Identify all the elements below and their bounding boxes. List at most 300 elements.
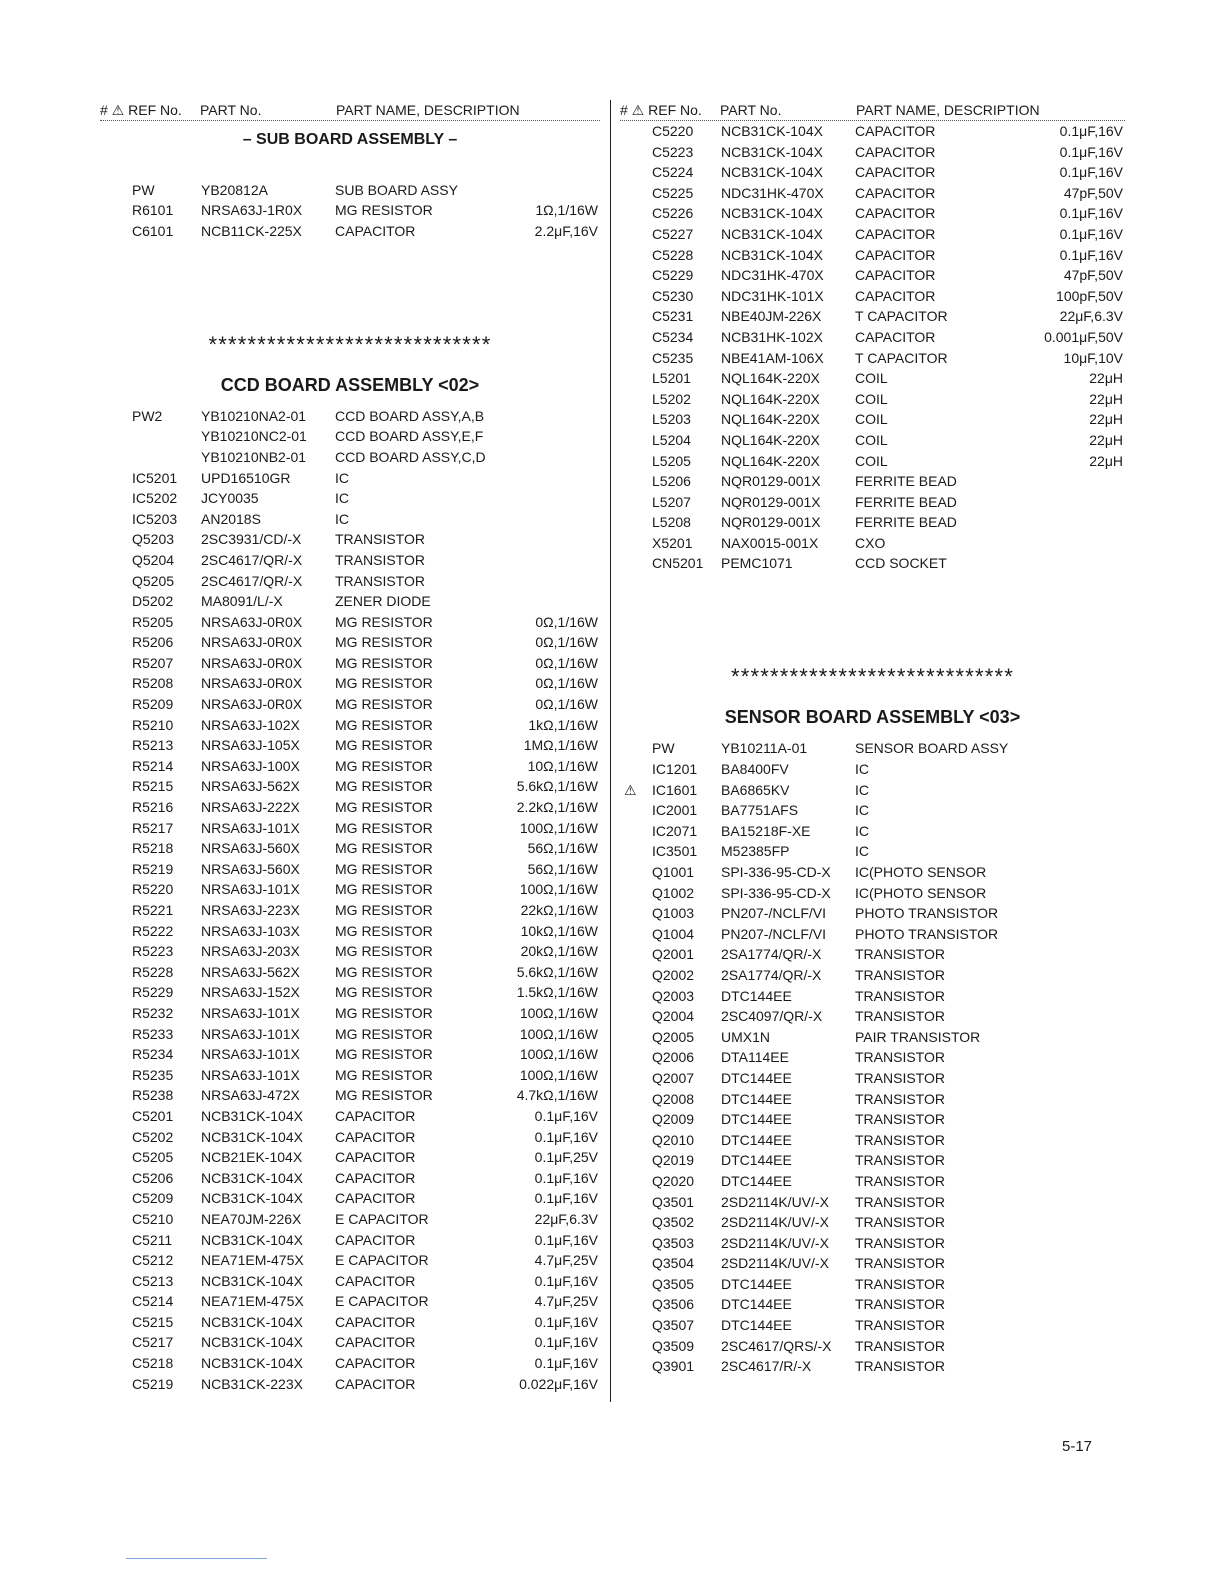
part-row — [100, 715, 600, 736]
part-no: NCB31CK-104X — [201, 1334, 303, 1351]
right-column — [620, 100, 1125, 1377]
part-no: 2SD2114K/UV/-X — [721, 1193, 829, 1210]
ref-no: IC1601 — [652, 781, 698, 798]
part-name: MG RESISTOR — [335, 737, 433, 754]
part-no: NRSA63J-103X — [201, 922, 300, 939]
part-no: NBE41AM-106X — [721, 349, 824, 366]
ref-no: Q2008 — [652, 1090, 695, 1107]
footer-rule — [126, 1558, 267, 1559]
part-value: 10Ω,1/16W — [527, 757, 598, 774]
part-row — [100, 1209, 600, 1230]
ref-no: Q2006 — [652, 1049, 695, 1066]
part-no: NCB31CK-104X — [201, 1272, 303, 1289]
section-separator-stars: ***************************** — [208, 331, 492, 357]
part-name: CCD BOARD ASSY,E,F — [335, 428, 484, 445]
part-no: NRSA63J-222X — [201, 799, 300, 816]
ref-no: C5228 — [652, 246, 694, 263]
part-name: IC — [855, 761, 869, 778]
part-no: NCB31CK-104X — [721, 225, 823, 242]
part-name: TRANSISTOR — [855, 1049, 945, 1066]
part-row — [100, 941, 600, 962]
part-row — [100, 879, 600, 900]
part-name: COIL — [855, 370, 888, 387]
part-row — [620, 533, 1125, 554]
part-row — [620, 986, 1125, 1007]
part-value: 100Ω,1/16W — [519, 881, 598, 898]
part-no: UMX1N — [721, 1028, 771, 1045]
part-name: E CAPACITOR — [335, 1210, 429, 1227]
sensor-board-list — [620, 738, 1125, 1376]
part-row — [100, 1106, 600, 1127]
part-row — [620, 409, 1125, 430]
ref-no: C5226 — [652, 205, 694, 222]
ref-no: C5225 — [652, 184, 694, 201]
part-no: DTC144EE — [721, 1296, 792, 1313]
part-row — [620, 162, 1125, 183]
part-row — [100, 1332, 600, 1353]
ccd-board-title: CCD BOARD ASSEMBLY <02> — [220, 374, 480, 395]
ref-no: R5238 — [132, 1087, 174, 1104]
part-value: 0Ω,1/16W — [535, 696, 598, 713]
part-name: FERRITE BEAD — [855, 514, 957, 531]
ref-no: IC3501 — [652, 843, 698, 860]
part-name: CAPACITOR — [335, 1334, 416, 1351]
part-no: NCB31CK-104X — [201, 1231, 303, 1248]
ref-no: Q2019 — [652, 1152, 695, 1169]
part-value: 0.001μF,50V — [1044, 328, 1123, 345]
part-name: PAIR TRANSISTOR — [855, 1028, 981, 1045]
part-value: 0.1μF,16V — [1059, 225, 1123, 242]
ref-no: R5208 — [132, 675, 174, 692]
part-name: TRANSISTOR — [335, 531, 425, 548]
part-no: DTC144EE — [721, 1111, 792, 1128]
ref-no: Q2002 — [652, 966, 695, 983]
part-no: BA8400FV — [721, 761, 789, 778]
ref-no: Q2009 — [652, 1111, 695, 1128]
part-value: 0.1μF,16V — [534, 1190, 598, 1207]
right-header — [620, 100, 1125, 121]
part-name: SUB BOARD ASSY — [335, 181, 458, 198]
part-value: 0.1μF,16V — [534, 1272, 598, 1289]
ref-no: Q2005 — [652, 1028, 695, 1045]
part-no: NBE40JM-226X — [721, 308, 822, 325]
part-name: TRANSISTOR — [855, 946, 945, 963]
part-name: CAPACITOR — [855, 267, 936, 284]
part-row — [100, 1374, 600, 1395]
part-no: NQR0129-001X — [721, 493, 821, 510]
ref-no: C5219 — [132, 1375, 174, 1392]
part-name: MG RESISTOR — [335, 716, 433, 733]
ref-no: R5214 — [132, 757, 174, 774]
part-no: NRSA63J-0R0X — [201, 634, 303, 651]
part-row — [620, 327, 1125, 348]
part-no: NCB31CK-104X — [721, 123, 823, 139]
ref-no: IC2001 — [652, 802, 698, 819]
part-no: NRSA63J-101X — [201, 881, 300, 898]
ref-no: Q2004 — [652, 1008, 695, 1025]
part-no: NQR0129-001X — [721, 514, 821, 531]
ref-no: R5229 — [132, 984, 174, 1001]
ref-no: R5234 — [132, 1046, 174, 1063]
part-row — [100, 529, 600, 550]
ref-no: R5233 — [132, 1025, 174, 1042]
part-no: NQL164K-220X — [721, 411, 820, 428]
ref-no: IC1201 — [652, 761, 698, 778]
part-row — [620, 1047, 1125, 1068]
part-value: 47pF,50V — [1063, 267, 1123, 284]
part-name: TRANSISTOR — [855, 1214, 945, 1231]
part-row — [620, 780, 1125, 801]
part-row — [100, 591, 600, 612]
part-row — [100, 1024, 600, 1045]
part-name: CAPACITOR — [335, 1107, 416, 1124]
part-value: 100Ω,1/16W — [519, 1025, 598, 1042]
part-no: NRSA63J-101X — [201, 1066, 300, 1083]
part-row — [100, 1127, 600, 1148]
ref-no: L5206 — [652, 473, 691, 490]
part-name: MG RESISTOR — [335, 860, 433, 877]
part-value: 56Ω,1/16W — [527, 860, 598, 877]
ref-no: R5223 — [132, 943, 174, 960]
ref-no: IC2071 — [652, 822, 698, 839]
part-name: MG RESISTOR — [335, 902, 433, 918]
header-part-name: PART NAME, DESCRIPTION — [336, 102, 520, 118]
header-part-no: PART No. — [720, 102, 782, 118]
ref-no: Q2001 — [652, 946, 695, 963]
ref-no: L5204 — [652, 431, 691, 448]
part-name: CAPACITOR — [855, 205, 936, 222]
part-row — [100, 1250, 600, 1271]
ref-no: R5235 — [132, 1066, 174, 1083]
part-value: 20kΩ,1/16W — [520, 943, 598, 960]
ref-no: Q2020 — [652, 1172, 695, 1189]
part-row — [620, 1233, 1125, 1254]
part-value: 0.1μF,16V — [1059, 164, 1123, 181]
part-no: NCB31CK-104X — [201, 1128, 303, 1145]
part-no: YB20812A — [201, 181, 268, 198]
ref-no: R5228 — [132, 963, 174, 980]
part-name: CAPACITOR — [855, 328, 936, 345]
part-name: TRANSISTOR — [855, 1358, 945, 1375]
part-row — [100, 921, 600, 942]
part-row — [620, 965, 1125, 986]
part-no: NRSA63J-100X — [201, 757, 300, 774]
part-name: IC(PHOTO SENSOR — [855, 884, 987, 901]
part-row — [620, 512, 1125, 533]
part-no: 2SC3931/CD/-X — [201, 531, 302, 548]
ref-no: R5205 — [132, 613, 174, 630]
part-name: MG RESISTOR — [335, 634, 433, 651]
part-name: MG RESISTOR — [335, 1066, 433, 1083]
part-name: CCD BOARD ASSY,A,B — [335, 407, 485, 424]
ref-no: Q5204 — [132, 551, 175, 568]
ref-no: X5201 — [652, 534, 693, 551]
part-no: NRSA63J-0R0X — [201, 613, 303, 630]
part-no: NRSA63J-562X — [201, 963, 300, 980]
part-row — [620, 1336, 1125, 1357]
ref-no: C5202 — [132, 1128, 174, 1145]
part-name: MG RESISTOR — [335, 654, 433, 671]
part-name: CCD BOARD ASSY,C,D — [335, 448, 486, 465]
part-no: NCB11CK-225X — [201, 222, 302, 239]
part-row — [100, 1044, 600, 1065]
ref-no: PW — [132, 181, 155, 198]
part-name: MG RESISTOR — [335, 881, 433, 898]
part-no: NRSA63J-152X — [201, 984, 300, 1001]
ccd-board-list-right — [620, 121, 1125, 574]
header-part-name: PART NAME, DESCRIPTION — [856, 102, 1040, 118]
part-row — [620, 800, 1125, 821]
part-value: 1Ω,1/16W — [535, 202, 598, 219]
part-no: DTC144EE — [721, 1275, 792, 1292]
ref-no: C5218 — [132, 1355, 174, 1372]
part-value: 0.1μF,16V — [1059, 246, 1123, 263]
ref-no: PW2 — [132, 407, 163, 424]
part-name: COIL — [855, 390, 888, 407]
part-name: CAPACITOR — [855, 143, 936, 160]
part-no: DTC144EE — [721, 1131, 792, 1148]
ref-no: C5209 — [132, 1190, 174, 1207]
part-no: YB10211A-01 — [721, 740, 808, 757]
part-value: 4.7μF,25V — [534, 1252, 598, 1269]
part-no: NQL164K-220X — [721, 452, 820, 469]
part-value: 0Ω,1/16W — [535, 654, 598, 671]
ref-no: Q2003 — [652, 987, 695, 1004]
part-name: SENSOR BOARD ASSY — [855, 740, 1009, 757]
part-no: AN2018S — [201, 510, 261, 527]
part-name: FERRITE BEAD — [855, 493, 957, 510]
part-no: NRSA63J-101X — [201, 819, 300, 836]
part-row — [100, 447, 600, 468]
part-name: TRANSISTOR — [855, 966, 945, 983]
part-name: MG RESISTOR — [335, 943, 433, 960]
part-row — [100, 694, 600, 715]
ref-no: PW — [652, 740, 675, 757]
part-row — [620, 841, 1125, 862]
part-value: 56Ω,1/16W — [527, 840, 598, 857]
part-name: CAPACITOR — [335, 1313, 416, 1330]
ref-no: R5209 — [132, 696, 174, 713]
part-no: NCB21EK-104X — [201, 1149, 303, 1166]
part-row — [100, 982, 600, 1003]
part-no: NRSA63J-223X — [201, 902, 300, 918]
part-no: NCB31CK-104X — [201, 1107, 303, 1124]
part-row — [620, 224, 1125, 245]
part-row — [100, 818, 600, 839]
part-no: NRSA63J-0R0X — [201, 654, 303, 671]
part-row — [100, 1230, 600, 1251]
part-row — [620, 862, 1125, 883]
part-no: 2SA1774/QR/-X — [721, 966, 822, 983]
part-value: 1MΩ,1/16W — [523, 737, 598, 754]
part-name: IC — [855, 781, 869, 798]
part-row — [100, 797, 600, 818]
part-name: COIL — [855, 431, 888, 448]
part-name: MG RESISTOR — [335, 963, 433, 980]
ref-no: R5207 — [132, 654, 174, 671]
part-name: CAPACITOR — [335, 1375, 416, 1392]
part-value: 22μH — [1089, 452, 1123, 469]
part-name: MG RESISTOR — [335, 675, 433, 692]
part-value: 0.1μF,16V — [534, 1355, 598, 1372]
part-value: 0Ω,1/16W — [535, 634, 598, 651]
ref-no: C5234 — [652, 328, 694, 345]
part-row — [100, 1003, 600, 1024]
part-name: IC — [335, 490, 349, 507]
part-row — [620, 265, 1125, 286]
part-name: TRANSISTOR — [855, 1008, 945, 1025]
part-no: NCB31CK-104X — [201, 1169, 303, 1186]
part-value: 0.1μF,16V — [534, 1128, 598, 1145]
left-header — [100, 100, 600, 121]
part-row — [620, 1253, 1125, 1274]
part-row — [620, 471, 1125, 492]
ref-no: IC5203 — [132, 510, 178, 527]
part-name: CAPACITOR — [855, 123, 936, 139]
ref-no: Q2010 — [652, 1131, 695, 1148]
part-name: MG RESISTOR — [335, 840, 433, 857]
part-row — [100, 1353, 600, 1374]
part-no: 2SC4097/QR/-X — [721, 1008, 823, 1025]
ref-no: C5230 — [652, 287, 694, 304]
ref-no: Q2007 — [652, 1069, 695, 1086]
part-name: TRANSISTOR — [335, 572, 425, 589]
part-name: MG RESISTOR — [335, 778, 433, 795]
part-no: NDC31HK-470X — [721, 267, 824, 284]
part-name: TRANSISTOR — [855, 1111, 945, 1128]
part-no: NRSA63J-560X — [201, 840, 300, 857]
part-no: YB10210NA2-01 — [201, 407, 307, 424]
part-no: DTC144EE — [721, 1152, 792, 1169]
part-row — [620, 1171, 1125, 1192]
part-row — [100, 735, 600, 756]
part-name: T CAPACITOR — [855, 308, 948, 325]
part-no: NRSA63J-203X — [201, 943, 300, 960]
part-value: 0.1μF,16V — [534, 1313, 598, 1330]
part-row — [100, 1312, 600, 1333]
ref-no: L5203 — [652, 411, 691, 428]
part-value: 22μH — [1089, 411, 1123, 428]
part-value: 0.1μF,16V — [534, 1169, 598, 1186]
ref-no: R6101 — [132, 202, 174, 219]
part-no: 2SC4617/QRS/-X — [721, 1337, 832, 1354]
ccd-board-list-left — [100, 406, 600, 1395]
part-name: COIL — [855, 411, 888, 428]
part-no: BA6865KV — [721, 781, 790, 798]
part-row — [100, 1188, 600, 1209]
part-no: 2SA1774/QR/-X — [721, 946, 822, 963]
part-no: 2SC4617/QR/-X — [201, 551, 303, 568]
ref-no: C5210 — [132, 1210, 174, 1227]
part-row — [620, 1315, 1125, 1336]
part-row — [620, 821, 1125, 842]
part-name: TRANSISTOR — [855, 1275, 945, 1292]
ref-no: Q3507 — [652, 1317, 695, 1334]
part-row — [620, 1294, 1125, 1315]
ref-no: C5205 — [132, 1149, 174, 1166]
part-row — [100, 1271, 600, 1292]
part-row — [620, 1356, 1125, 1377]
part-no: DTC144EE — [721, 1069, 792, 1086]
ref-no: Q3503 — [652, 1234, 695, 1251]
part-name: CAPACITOR — [335, 1272, 416, 1289]
part-no: NQL164K-220X — [721, 431, 820, 448]
part-name: MG RESISTOR — [335, 922, 433, 939]
part-no: DTC144EE — [721, 1317, 792, 1334]
ref-no: Q3504 — [652, 1255, 695, 1272]
ref-no: L5208 — [652, 514, 691, 531]
part-no: NRSA63J-101X — [201, 1046, 300, 1063]
part-value: 0.1μF,16V — [534, 1231, 598, 1248]
part-row — [100, 406, 600, 427]
part-row — [100, 632, 600, 653]
part-no: DTC144EE — [721, 1090, 792, 1107]
part-row — [100, 776, 600, 797]
part-name: TRANSISTOR — [855, 1234, 945, 1251]
part-no: NRSA63J-560X — [201, 860, 300, 877]
part-name: MG RESISTOR — [335, 696, 433, 713]
part-row — [100, 550, 600, 571]
ref-no: R5210 — [132, 716, 174, 733]
part-name: MG RESISTOR — [335, 799, 433, 816]
ref-no: R5217 — [132, 819, 174, 836]
part-row — [620, 1274, 1125, 1295]
part-no: 2SD2114K/UV/-X — [721, 1214, 829, 1231]
part-row — [620, 1130, 1125, 1151]
part-row — [620, 1027, 1125, 1048]
part-name: TRANSISTOR — [855, 1172, 945, 1189]
part-no: 2SC4617/QR/-X — [201, 572, 303, 589]
part-no: NCB31CK-104X — [721, 143, 823, 160]
part-name: CAPACITOR — [335, 1190, 416, 1207]
part-value: 4.7kΩ,1/16W — [516, 1087, 598, 1104]
ref-no: C5212 — [132, 1252, 174, 1269]
part-row — [100, 838, 600, 859]
part-name: MG RESISTOR — [335, 757, 433, 774]
part-no: NQL164K-220X — [721, 370, 820, 387]
part-row — [620, 389, 1125, 410]
part-name: MG RESISTOR — [335, 1087, 433, 1104]
part-name: TRANSISTOR — [855, 1193, 945, 1210]
part-no: PEMC1071 — [721, 555, 793, 572]
part-name: COIL — [855, 452, 888, 469]
part-name: PHOTO TRANSISTOR — [855, 925, 999, 942]
part-name: E CAPACITOR — [335, 1252, 429, 1269]
part-no: NCB31CK-104X — [721, 246, 823, 263]
part-value: 22μH — [1089, 390, 1123, 407]
part-row — [100, 859, 600, 880]
part-value: 0.1μF,25V — [534, 1149, 598, 1166]
part-value: 22μH — [1089, 431, 1123, 448]
ref-no: C5211 — [132, 1231, 173, 1248]
part-no: NDC31HK-101X — [721, 287, 824, 304]
part-value: 0Ω,1/16W — [535, 613, 598, 630]
ref-no: L5207 — [652, 493, 691, 510]
part-no: NRSA63J-0R0X — [201, 696, 303, 713]
ref-no: IC5202 — [132, 490, 178, 507]
ref-no: Q3501 — [652, 1193, 695, 1210]
part-name: T CAPACITOR — [855, 349, 948, 366]
ref-no: R5221 — [132, 902, 174, 918]
part-value: 100Ω,1/16W — [519, 1066, 598, 1083]
section-separator-stars: ***************************** — [730, 664, 1015, 690]
part-name: TRANSISTOR — [855, 1131, 945, 1148]
ref-no: Q3506 — [652, 1296, 695, 1313]
part-row — [620, 1006, 1125, 1027]
ref-no: R5219 — [132, 860, 174, 877]
part-row — [100, 509, 600, 530]
part-row — [620, 142, 1125, 163]
